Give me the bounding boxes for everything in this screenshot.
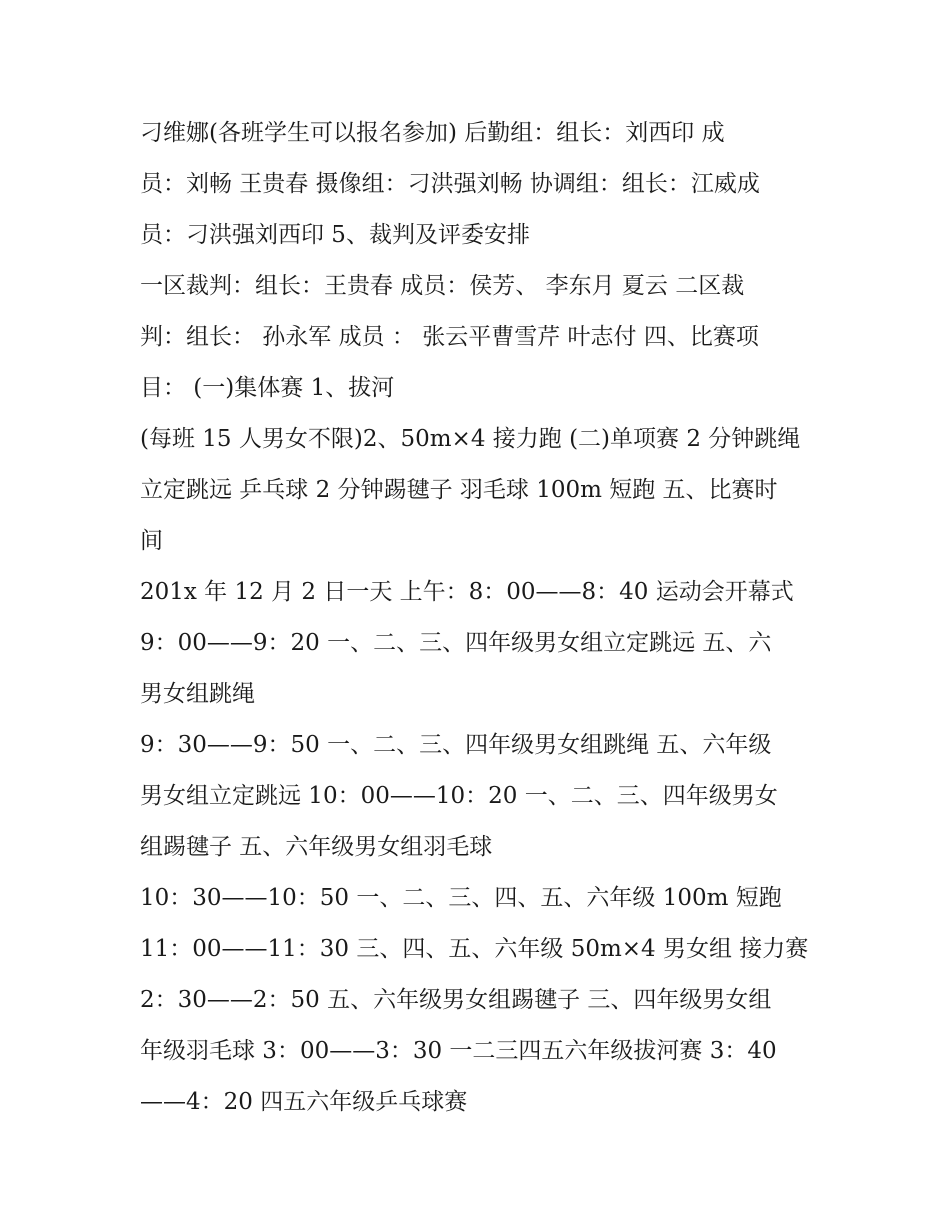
text-line: 11：00——11：30 三、四、五、六年级 50m×4 男女组 接力赛 — [140, 936, 809, 962]
text-line: 10：30——10：50 一、二、三、四、五、六年级 100m 短跑 — [140, 885, 782, 911]
text-line: 组踢毽子 五、六年级男女组羽毛球 — [140, 834, 493, 860]
text-line: 员：刘畅 王贵春 摄像组：刁洪强刘畅 协调组：组长：江威成 — [140, 171, 760, 197]
text-line: 9：30——9：50 一、二、三、四年级男女组跳绳 五、六年级 — [140, 732, 772, 758]
text-line: 9：00——9：20 一、二、三、四年级男女组立定跳远 五、六 — [140, 630, 772, 656]
text-line: 2：30——2：50 五、六年级男女组踢毽子 三、四年级男女组 — [140, 987, 772, 1013]
text-line: 男女组跳绳 — [140, 681, 255, 707]
text-line: 年级羽毛球 3：00——3：30 一二三四五六年级拔河赛 3：40 — [140, 1038, 777, 1064]
text-line: 立定跳远 乒乓球 2 分钟踢毽子 羽毛球 100m 短跑 五、比赛时 — [140, 477, 778, 503]
text-line: 一区裁判：组长：王贵春 成员：侯芳、 李东月 夏云 二区裁 — [140, 273, 745, 299]
text-line: 判：组长： 孙永军 成员 ： 张云平曹雪芹 叶志付 四、比赛项 — [140, 324, 759, 350]
text-line: 间 — [140, 528, 163, 554]
text-line: 员：刁洪强刘西印 5、裁判及评委安排 — [140, 222, 530, 248]
document-body — [140, 108, 820, 1128]
text-line: 刁维娜(各班学生可以报名参加) 后勤组：组长：刘西印 成 — [140, 120, 725, 146]
text-line: 201x 年 12 月 2 日一天 上午：8：00——8：40 运动会开幕式 — [140, 579, 794, 605]
text-line: 目： (一)集体赛 1、拔河 — [140, 375, 395, 401]
text-line: ——4：20 四五六年级乒乓球赛 — [140, 1089, 468, 1115]
text-line: 男女组立定跳远 10：00——10：20 一、二、三、四年级男女 — [140, 783, 778, 809]
text-line: (每班 15 人男女不限)2、50m×4 接力跑 (二)单项赛 2 分钟跳绳 — [140, 426, 801, 452]
